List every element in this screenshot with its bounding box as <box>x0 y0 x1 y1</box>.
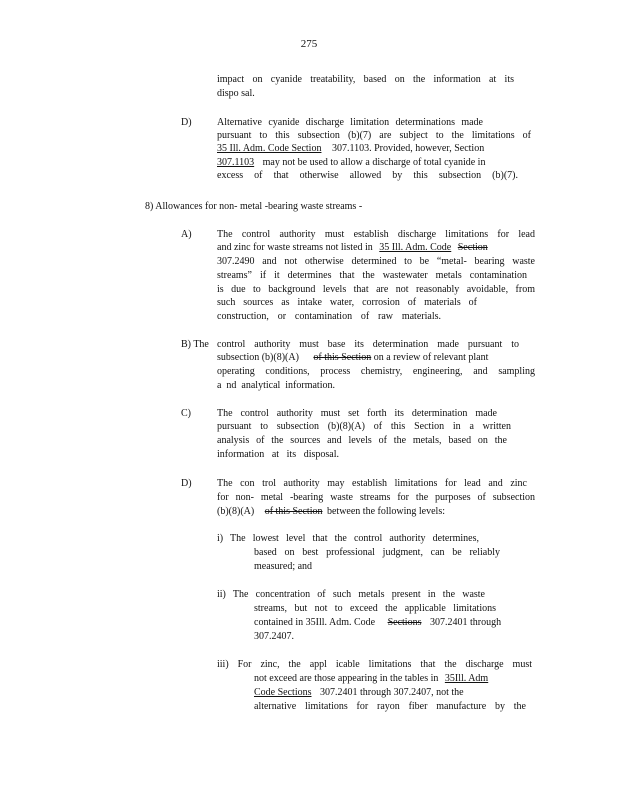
text-span: (b)(8)(A) <box>217 506 255 517</box>
text-line: impact on cyanide treatability, based on the information at its <box>217 74 514 85</box>
item-label-c: C) <box>181 408 191 419</box>
text-line: ii) The concentration of such metals present in the waste <box>217 589 485 600</box>
underlined-citation: 35 Ill. Adm. Code <box>379 242 452 253</box>
text-span: contained in 35Ill. Adm. Code <box>254 617 376 628</box>
text-line <box>254 617 501 631</box>
text-line: control authority must base its determination made pursuant to <box>217 339 519 350</box>
text-line <box>217 157 485 171</box>
item-label-a: A) <box>181 229 192 240</box>
item-label-d: D) <box>181 117 192 128</box>
text-line: construction, or contamination of raw materials. <box>217 311 441 322</box>
underlined-citation: 307.1103 <box>217 157 255 168</box>
text-line: for non- metal -bearing waste streams for the purposes of subsection <box>217 492 535 503</box>
underlined-citation: 35Ill. Adm <box>444 673 489 684</box>
struck-text: Sections <box>387 617 422 628</box>
text-line: such sources as intake water, corrosion of materials of <box>217 297 477 308</box>
text-line: 307.2490 and not otherwise determined to be “metal- bearing waste <box>217 256 535 267</box>
text-line: alternative limitations for rayon fiber manufacture by the <box>254 701 526 712</box>
text-line: iii) For zinc, the appl icable limitations that the discharge must <box>217 659 532 670</box>
text-line: 307.2407. <box>254 631 294 642</box>
text-line: analysis of the sources and levels of the metals, based on the <box>217 435 507 446</box>
text-span: not exceed are those appearing in the tables in <box>254 673 439 684</box>
text-line: a nd analytical information. <box>217 380 335 391</box>
struck-text: Section <box>457 242 488 253</box>
struck-text: of this Section <box>264 506 323 517</box>
text-span: may not be used to allow a discharge of total cyanide in <box>262 157 486 168</box>
text-line: The con trol authority may establish limitations for lead and zinc <box>217 478 527 489</box>
text-line: information at its disposal. <box>217 449 339 460</box>
text-line: pursuant to subsection (b)(8)(A) of this Section in a written <box>217 421 511 432</box>
text-line: operating conditions, process chemistry, engineering, and sampling <box>217 366 535 377</box>
text-line <box>254 687 464 701</box>
text-line: excess of that otherwise allowed by this subsection (b)(7). <box>217 170 518 181</box>
underlined-citation: Code Sections <box>254 687 312 698</box>
text-line: The control authority must set forth its determination made <box>217 408 497 419</box>
text-line: The control authority must establish discharge limitations for lead <box>217 229 535 240</box>
text-span: 307.2401 through <box>429 617 502 628</box>
item-label-b: B) The <box>181 339 209 350</box>
text-line: dispo sal. <box>217 88 255 99</box>
text-span: 307.2401 through 307.2407, not the <box>320 687 464 698</box>
text-line: measured; and <box>254 561 313 572</box>
item-label-d: D) <box>181 478 192 489</box>
text-line: streams, but not to exceed the applicable limitations <box>254 603 496 614</box>
text-span: on a review of relevant plant <box>373 352 489 363</box>
text-line <box>217 352 488 366</box>
text-line: is due to background levels that are not reasonably avoidable, from <box>217 284 535 295</box>
underlined-citation: 35 Ill. Adm. Code Section <box>217 143 322 154</box>
text-span: subsection (b)(8)(A) <box>217 352 299 363</box>
struck-text: of this Section <box>313 352 372 363</box>
text-span: between the following levels: <box>326 506 446 517</box>
text-line <box>217 506 445 520</box>
text-line <box>254 673 494 687</box>
text-line: i) The lowest level that the control authority determines, <box>217 533 479 544</box>
page-number: 275 <box>300 38 318 50</box>
text-line: based on best professional judgment, can be reliably <box>254 547 500 558</box>
text-span: and zinc for waste streams not listed in <box>217 242 373 253</box>
text-line: Alternative cyanide discharge limitation determinations made <box>217 117 483 128</box>
text-line <box>217 143 484 157</box>
text-line: pursuant to this subsection (b)(7) are subject to the limitations of <box>217 130 531 141</box>
section-heading: 8) Allowances for non- metal -bearing waste streams - <box>145 201 363 212</box>
text-span: 307.1103. Provided, however, Section <box>331 143 485 154</box>
text-line <box>217 242 488 256</box>
text-line: streams” if it determines that the wastewater metals contamination <box>217 270 527 281</box>
